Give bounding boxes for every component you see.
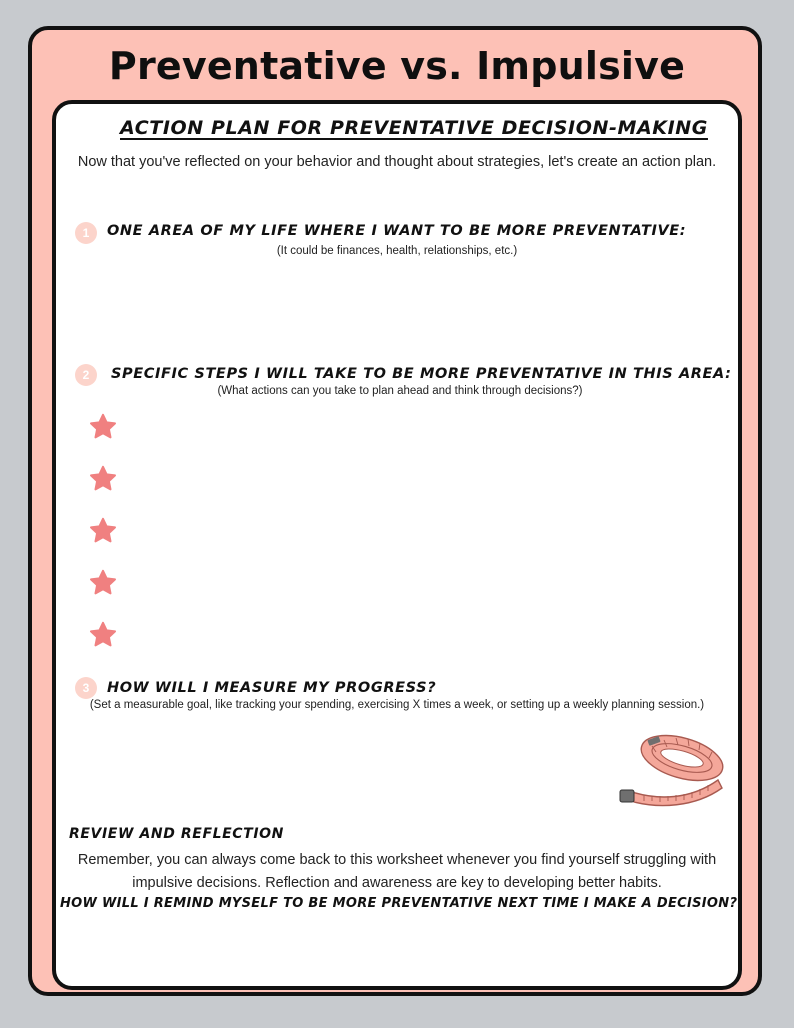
review-heading: REVIEW AND REFLECTION — [69, 826, 284, 842]
review-body: Remember, you can always come back to this worksheet whenever you find yourself struggling with impulsive decisions. Reflection and awareness are key to developing better habits. — [77, 852, 717, 891]
measuring-tape-icon — [618, 726, 730, 808]
section-number-badge: 1 — [75, 222, 97, 244]
section-1-hint: (It could be finances, health, relationships, etc.) — [276, 245, 518, 257]
section-2-heading: SPECIFIC STEPS I WILL TAKE TO BE MORE PREVENTATIVE IN THIS AREA: — [111, 366, 732, 382]
section-3-hint: (Set a measurable goal, like tracking your spending, exercising X times a week, or setting up a weekly planning session.) — [89, 699, 705, 711]
section-number-badge: 2 — [75, 364, 97, 386]
worksheet-heading: ACTION PLAN FOR PREVENTATIVE DECISION-MAKING — [120, 117, 708, 139]
section-2-hint: (What actions can you take to plan ahead and think through decisions?) — [217, 385, 583, 397]
intro-text: Now that you've reflected on your behavior and thought about strategies, let's create an action plan. — [77, 154, 717, 170]
page-title: Preventative vs. Impulsive — [108, 44, 686, 88]
section-3-heading: HOW WILL I MEASURE MY PROGRESS? — [107, 680, 437, 696]
star-icon — [88, 412, 118, 442]
star-icon — [88, 568, 118, 598]
section-1-heading: ONE AREA OF MY LIFE WHERE I WANT TO BE MORE PREVENTATIVE: — [107, 223, 687, 239]
star-icon — [88, 620, 118, 650]
section-number-badge: 3 — [75, 677, 97, 699]
remind-question: HOW WILL I REMIND MYSELF TO BE MORE PREVENTATIVE NEXT TIME I MAKE A DECISION? — [60, 896, 738, 911]
star-icon — [88, 464, 118, 494]
star-icon — [88, 516, 118, 546]
